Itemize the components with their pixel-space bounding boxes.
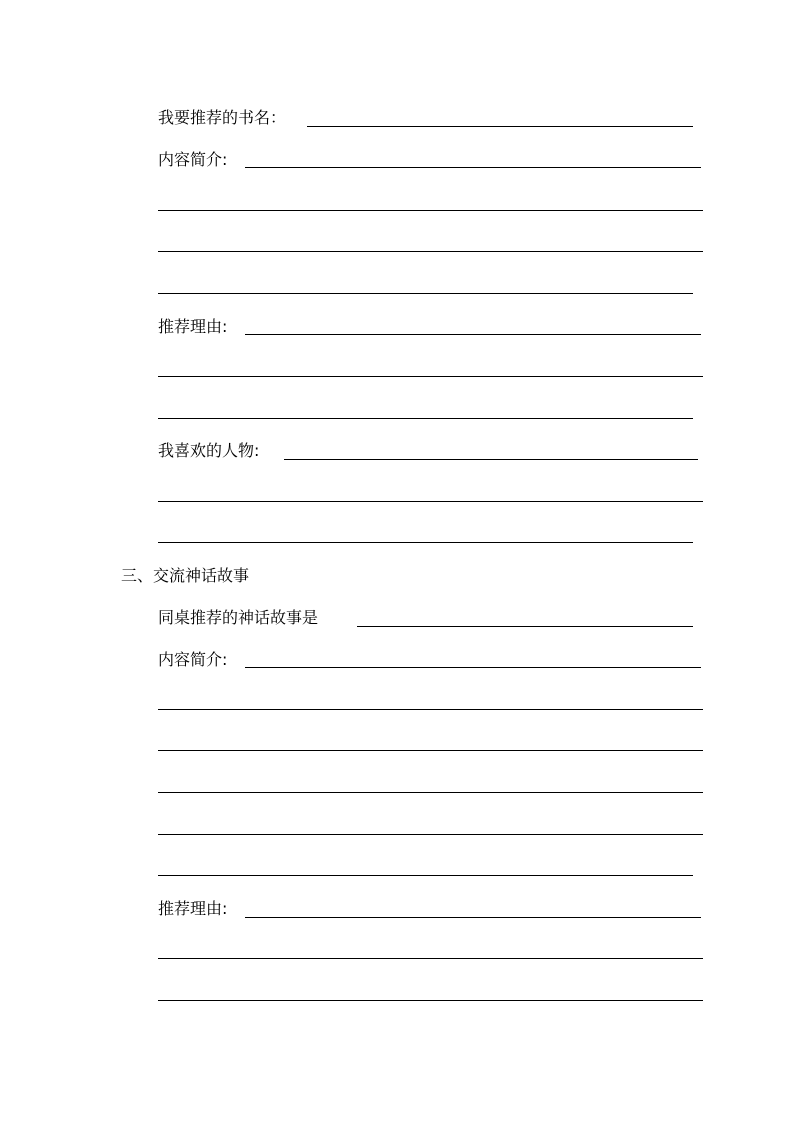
favorite-character-line-1[interactable]	[284, 459, 698, 460]
section-three-summary-line-4[interactable]	[158, 792, 703, 793]
section-three-heading: 三、交流神话故事	[121, 566, 250, 585]
section-three-summary-line-5[interactable]	[158, 834, 703, 835]
reason-label: 推荐理由:	[158, 317, 228, 336]
deskmate-story-line[interactable]	[357, 626, 693, 627]
section-three-summary-line-6[interactable]	[158, 875, 693, 876]
section-three-reason-line-2[interactable]	[158, 958, 703, 959]
section-three-reason-label: 推荐理由:	[158, 899, 228, 918]
book-title-label: 我要推荐的书名：	[158, 108, 287, 127]
summary-line-2[interactable]	[158, 210, 703, 211]
favorite-character-line-2[interactable]	[158, 501, 703, 502]
summary-line-3[interactable]	[158, 251, 703, 252]
reason-line-1[interactable]	[245, 334, 701, 335]
section-three-reason-line-1[interactable]	[245, 917, 701, 918]
summary-line-1[interactable]	[245, 167, 701, 168]
favorite-character-label: 我喜欢的人物:	[158, 441, 260, 460]
book-title-line[interactable]	[307, 126, 693, 127]
favorite-character-line-3[interactable]	[158, 542, 693, 543]
section-three-summary-label: 内容简介:	[158, 650, 228, 669]
section-three-summary-line-3[interactable]	[158, 750, 703, 751]
section-three-summary-line-2[interactable]	[158, 709, 703, 710]
section-three-reason-line-3[interactable]	[158, 1000, 703, 1001]
reason-line-3[interactable]	[158, 418, 693, 419]
summary-label: 内容简介:	[158, 150, 228, 169]
deskmate-story-label: 同桌推荐的神话故事是	[158, 608, 319, 627]
summary-line-4[interactable]	[158, 293, 693, 294]
section-three-summary-line-1[interactable]	[245, 667, 701, 668]
reason-line-2[interactable]	[158, 376, 703, 377]
